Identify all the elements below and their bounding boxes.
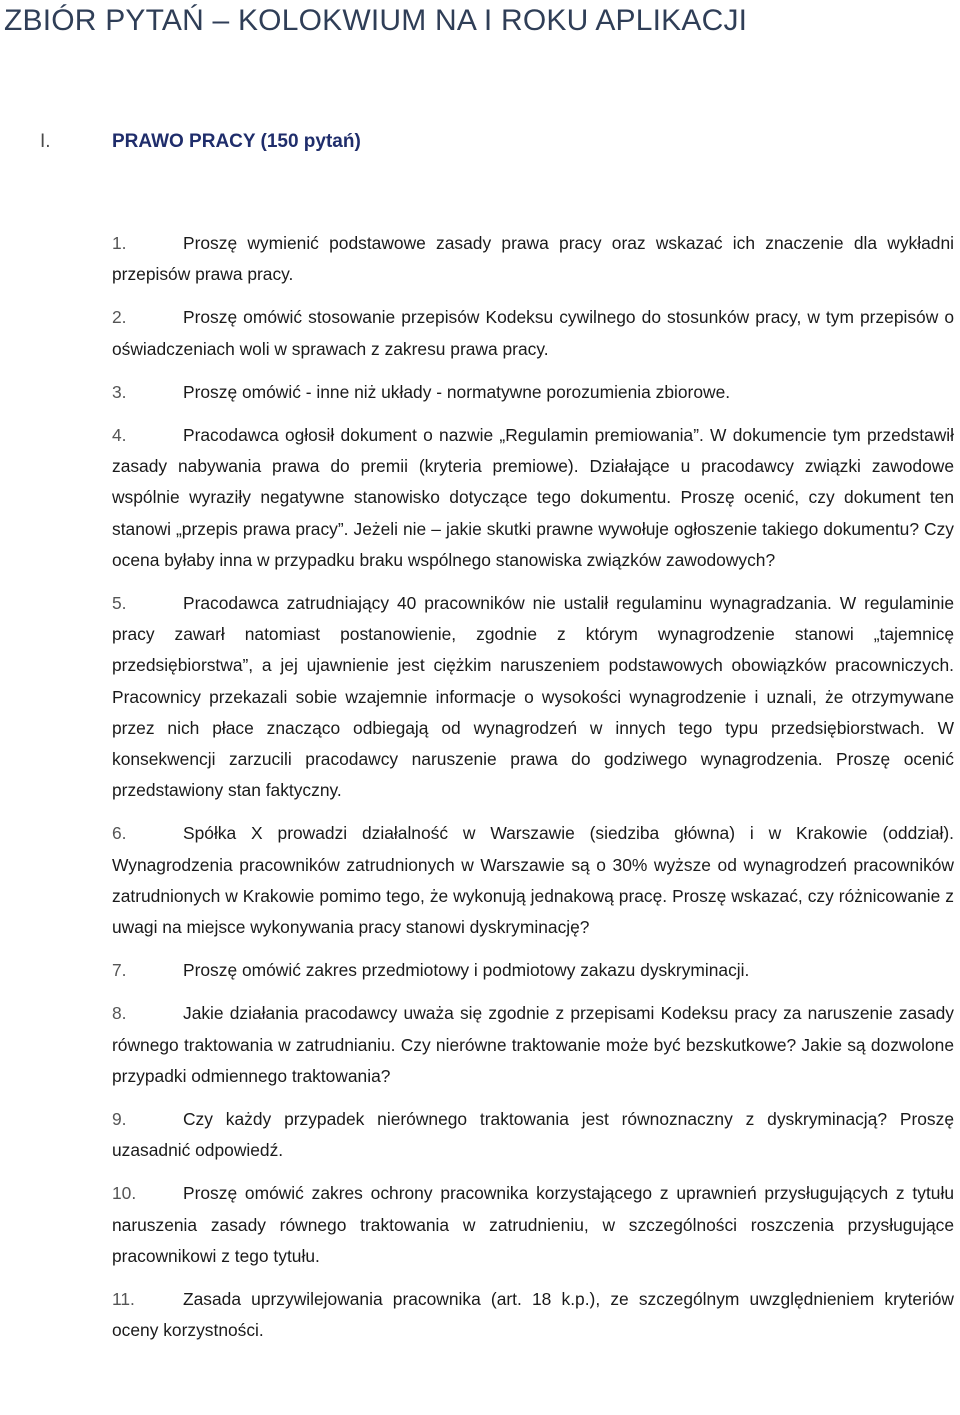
question-text: Pracodawca ogłosił dokument o nazwie „Regulamin premiowania”. W dokumencie tym przedstawił zasady nabywania prawa do premii (kryteria premiowe). Działające u pracodawcy związki zawodowe wspólnie wyraziły negatywne stanowisko dotyczące tego dokumentu. Proszę ocenić, czy dokument ten stanowi „przepis prawa pracy”. Jeżeli nie – jakie skutki prawne wywołuje ogłoszenie takiego dokumentu? Czy ocena byłaby inna w przypadku braku wspólnego stanowiska związków zawodowych? bbox=[112, 425, 954, 570]
question-text: Zasada uprzywilejowania pracownika (art. 18 k.p.), ze szczególnym uwzględnieniem kryteriów oceny korzystności. bbox=[112, 1289, 954, 1341]
question-list bbox=[112, 228, 954, 1359]
question-text: Proszę omówić - inne niż układy - normatywne porozumienia zbiorowe. bbox=[183, 381, 731, 402]
question-number: 9. bbox=[112, 1109, 127, 1130]
question-text: Jakie działania pracodawcy uważa się zgodnie z przepisami Kodeksu pracy za naruszenie zasady równego traktowania w zatrudnianiu. Czy nierówne traktowanie może być bezskutkowe? Jakie są dozwolone przypadki odmiennego traktowania? bbox=[112, 1003, 954, 1086]
question-item bbox=[112, 420, 954, 576]
question-item bbox=[112, 1284, 954, 1346]
question-item bbox=[112, 1178, 954, 1272]
question-text: Spółka X prowadzi działalność w Warszawie (siedziba główna) i w Krakowie (oddział). Wynagrodzenia pracowników zatrudnionych w Warszawie są o 30% wyższe od wynagrodzeń pracowników zatrudnionych w Krakowie pomimo tego, że wykonują jednakową pracę. Proszę wskazać, czy różnicowanie z uwagi na miejsce wykonywania pracy stanowi dyskryminację? bbox=[112, 823, 954, 938]
question-number: 7. bbox=[112, 960, 127, 981]
question-number: 1. bbox=[112, 233, 127, 253]
question-text: Czy każdy przypadek nierównego traktowania jest równoznaczny z dyskryminacją? Proszę uzasadnić odpowiedź. bbox=[112, 1109, 954, 1161]
question-number: 4. bbox=[112, 425, 127, 446]
question-number: 6. bbox=[112, 823, 127, 844]
document-title: ZBIÓR PYTAŃ – KOLOKWIUM NA I ROKU APLIKACJI bbox=[4, 4, 748, 37]
question-text: Proszę omówić zakres ochrony pracownika korzystającego z uprawnień przysługujących z tytułu naruszenia zasady równego traktowania w zatrudnieniu, w szczególności roszczenia przysługujące pracownikowi z tego tytułu. bbox=[112, 1183, 954, 1266]
question-item bbox=[112, 818, 954, 943]
question-item bbox=[112, 228, 954, 290]
question-text: Proszę wymienić podstawowe zasady prawa pracy oraz wskazać ich znaczenie dla wykładni przepisów prawa pracy. bbox=[112, 233, 954, 285]
section-title: PRAWO PRACY (150 pytań) bbox=[112, 131, 361, 152]
question-item bbox=[112, 302, 954, 364]
section-numeral: I. bbox=[40, 131, 51, 152]
question-number: 3. bbox=[112, 381, 127, 402]
question-text: Proszę omówić stosowanie przepisów Kodeksu cywilnego do stosunków pracy, w tym przepisów o oświadczeniach woli w sprawach z zakresu prawa pracy. bbox=[112, 307, 954, 359]
question-number: 2. bbox=[112, 307, 127, 328]
question-text: Proszę omówić zakres przedmiotowy i podmiotowy zakazu dyskryminacji. bbox=[183, 960, 750, 981]
section-heading bbox=[40, 128, 361, 156]
question-item bbox=[112, 955, 954, 986]
question-number: 5. bbox=[112, 593, 127, 614]
question-number: 11. bbox=[112, 1289, 135, 1310]
question-item bbox=[112, 588, 954, 806]
question-item bbox=[112, 1104, 954, 1166]
question-text: Pracodawca zatrudniający 40 pracowników nie ustalił regulaminu wynagradzania. W regulaminie pracy zawarł natomiast postanowienie, zgodnie z którym wynagrodzenie stanowi „tajemnicę przedsiębiorstwa”, a jej ujawnienie jest ciężkim naruszeniem podstawowych obowiązków pracowniczych. Pracownicy przekazali sobie wzajemnie informacje o wysokości wynagrodzenie i uznali, że otrzymywane przez nich płace znacząco odbiegają od wynagrodzeń w innych tego typu przedsiębiorstwach. W konsekwencji zarzucili pracodawcy naruszenie prawa do godziwego wynagrodzenia. Proszę ocenić przedstawiony stan faktyczny. bbox=[112, 593, 954, 801]
question-number: 8. bbox=[112, 1003, 127, 1024]
question-item bbox=[112, 377, 954, 408]
question-item bbox=[112, 998, 954, 1092]
question-number: 10. bbox=[112, 1183, 137, 1204]
